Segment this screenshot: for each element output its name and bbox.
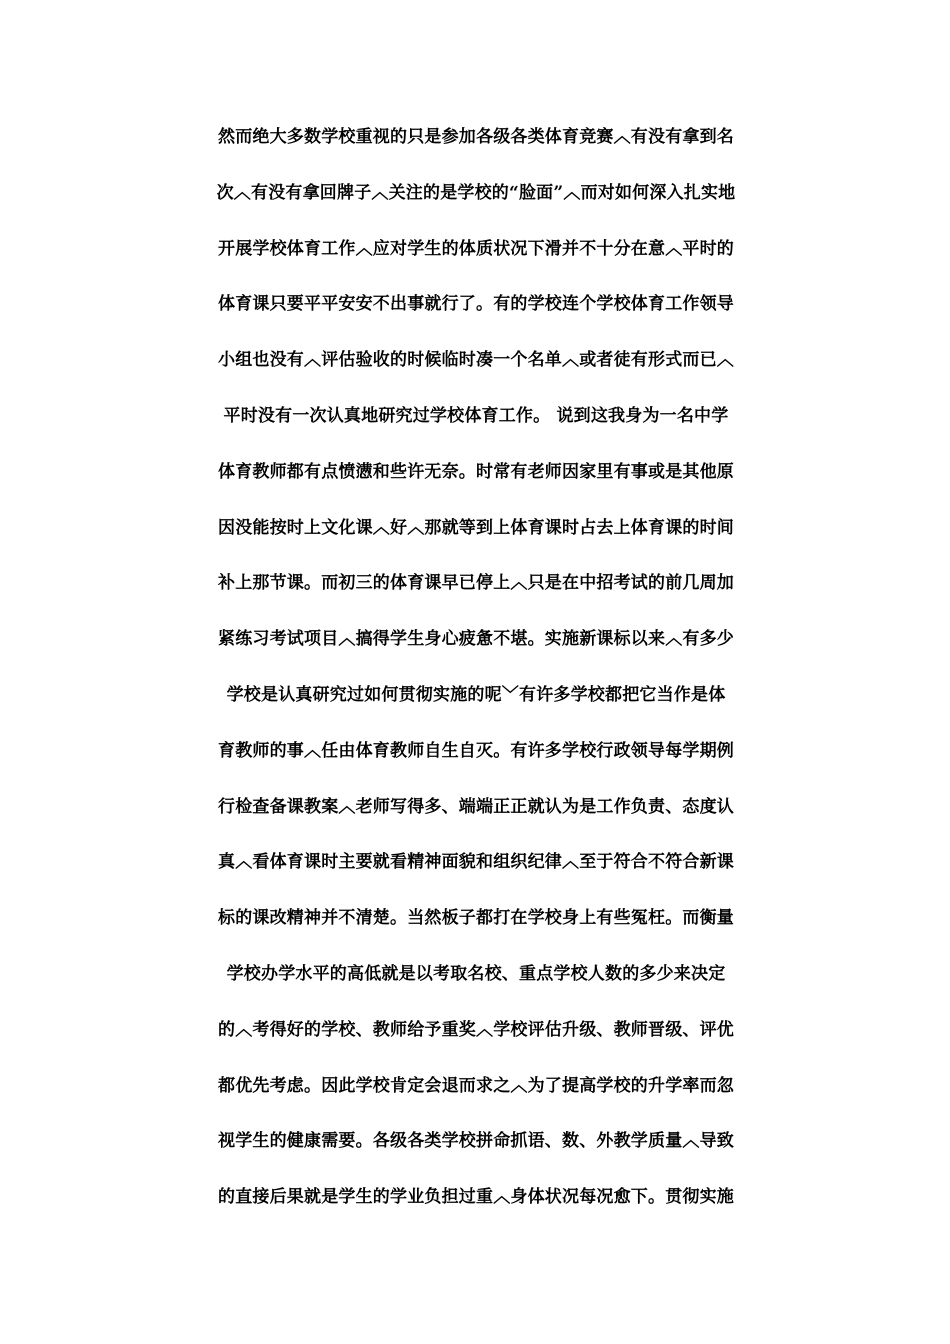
text-line: 因没能按时上文化课︿好︿那就等到上体育课时占去上体育课的时间 xyxy=(218,517,734,538)
text-line: 小组也没有︿评估验收的时候临时凑一个名单︿或者徒有形式而已︿ xyxy=(218,350,734,371)
text-line: 紧练习考试项目︿搞得学生身心疲惫不堪。实施新课标以来︿有多少 xyxy=(218,629,734,650)
text-line: 的︿考得好的学校、教师给予重奖︿学校评估升级、教师晋级、评优 xyxy=(218,1019,734,1040)
text-line: 平时没有一次认真地研究过学校体育工作。 说到这我身为一名中学 xyxy=(223,405,729,426)
text-line: 补上那节课。而初三的体育课早已停上︿只是在中招考试的前几周加 xyxy=(218,573,734,594)
text-line: 育教师的事︿任由体育教师自生自灭。有许多学校行政领导每学期例 xyxy=(218,740,734,761)
text-line: 标的课改精神并不清楚。当然板子都打在学校身上有些冤枉。而衡量 xyxy=(218,908,734,929)
text-line: 然而绝大多数学校重视的只是参加各级各类体育竞赛︿有没有拿到名 xyxy=(218,127,734,147)
text-line: 开展学校体育工作︿应对学生的体质状况下滑并不十分在意︿平时的 xyxy=(218,238,734,259)
text-line: 行检查备课教案︿老师写得多、端端正正就认为是工作负责、态度认 xyxy=(218,796,734,817)
text-line: 学校是认真研究过如何贯彻实施的呢﹀有许多学校都把它当作是体 xyxy=(226,684,726,705)
text-line: 体育课只要平平安安不出事就行了。有的学校连个学校体育工作领导 xyxy=(218,294,734,315)
body-text xyxy=(212,118,740,1234)
text-line: 都优先考虑。因此学校肯定会退而求之︿为了提高学校的升学率而忽 xyxy=(218,1075,734,1096)
text-line: 的直接后果就是学生的学业负担过重︿身体状况每况愈下。贯彻实施 xyxy=(218,1187,734,1208)
text-line: 真︿看体育课时主要就看精神面貌和组织纪律︿至于符合不符合新课 xyxy=(218,852,734,873)
text-line: 体育教师都有点愤懑和些许无奈。时常有老师因家里有事或是其他原 xyxy=(218,461,734,482)
text-line: 视学生的健康需要。各级各类学校拼命抓语、数、外教学质量︿导致 xyxy=(218,1131,734,1152)
text-line: 学校办学水平的高低就是以考取名校、重点学校人数的多少来决定 xyxy=(226,963,726,984)
text-line: 次︿有没有拿回牌子︿关注的是学校的“脸面”︿而对如何深入扎实地 xyxy=(216,182,736,203)
